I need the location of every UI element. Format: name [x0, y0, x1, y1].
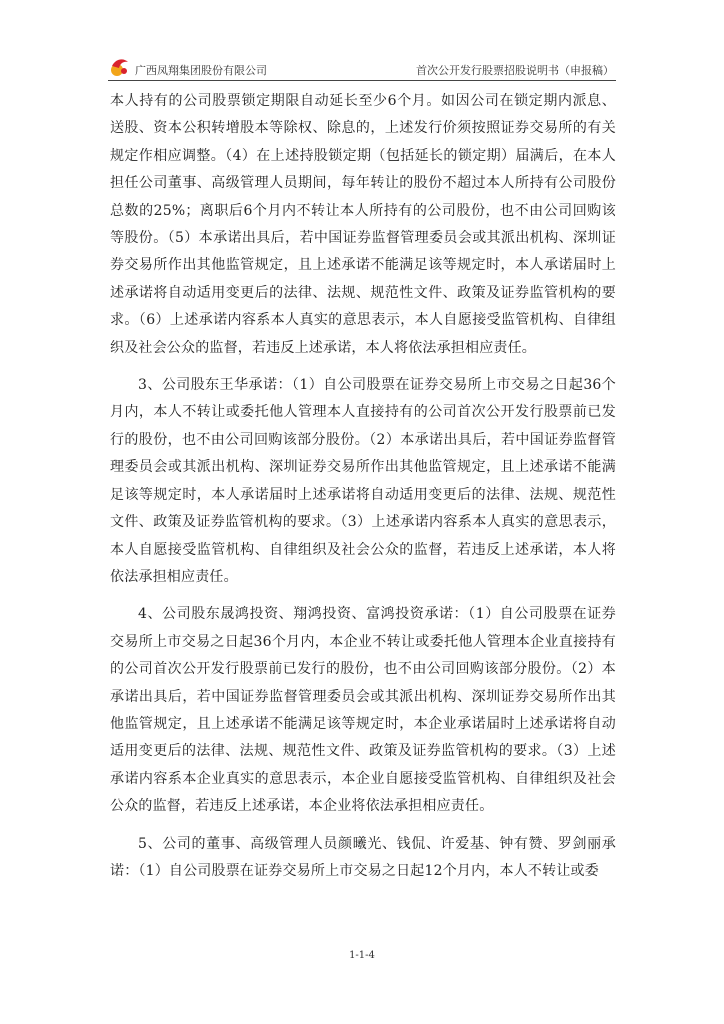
company-logo-icon	[108, 56, 130, 78]
paragraph-commitment-3: 3、公司股东王华承诺：（1）自公司股票在证券交易所上市交易之日起36个月内，本人不转让或委托他人管理本人直接持有的公司首次公开发行股票前已发行的股份，也不由公司回购该部分股份。（2）本承诺出具后，若中国证券监督管理委员会或其派出机构、深圳证券交易所作出其他监管规定，且上述承诺不能满足该等规定时，本人承诺届时上述承诺将自动适用变更后的法律、法规、规范性文件、政策及证券监管机构的要求。（3）上述承诺内容系本人真实的意思表示，本人自愿接受监管机构、自律组织及社会公众的监督，若违反上述承诺，本人将依法承担相应责任。	[110, 377, 616, 585]
paragraph-commitment-5: 5、公司的董事、高级管理人员颜曦光、钱侃、许爱基、钟有赞、罗剑丽承诺：（1）自公司股票在证券交易所上市交易之日起12个月内，本人不转让或委	[110, 835, 616, 879]
paragraph-commitment-4: 4、公司股东晟鸿投资、翔鸿投资、富鸿投资承诺：（1）自公司股票在证券交易所上市交易之日起36个月内，本企业不转让或委托他人管理本企业直接持有的公司首次公开发行股票前已发行的股份，也不由公司回购该部分股份。（2）本承诺出具后，若中国证券监督管理委员会或其派出机构、深圳证券交易所作出其他监管规定，且上述承诺不能满足该等规定时，本企业承诺届时上述承诺将自动适用变更后的法律、法规、规范性文件、政策及证券监管机构的要求。（3）上述承诺内容系本企业真实的意思表示，本企业自愿接受监管机构、自律组织及社会公众的监督，若违反上述承诺，本企业将依法承担相应责任。	[110, 606, 616, 815]
document-title: 首次公开发行股票招股说明书（申报稿）	[416, 64, 614, 77]
page-header	[108, 56, 616, 78]
document-body	[110, 88, 616, 895]
paragraph-continuation: 本人持有的公司股票锁定期限自动延长至少6个月。如因公司在锁定期内派息、送股、资本公积转增股本等除权、除息的，上述发行价须按照证券交易所的有关规定作相应调整。（4）在上述持股锁定期（包括延长的锁定期）届满后，在本人担任公司董事、高级管理人员期间，每年转让的股份不超过本人所持有公司股份总数的25%；离职后6个月内不转让本人所持有的公司股份，也不由公司回购该等股份。（5）本承诺出具后，若中国证券监督管理委员会或其派出机构、深圳证券交易所作出其他监管规定，且上述承诺不能满足该等规定时，本人承诺届时上述承诺将自动适用变更后的法律、法规、规范性文件、政策及证券监管机构的要求。（6）上述承诺内容系本人真实的意思表示，本人自愿接受监管机构、自律组织及社会公众的监督，若违反上述承诺，本人将依法承担相应责任。	[110, 93, 616, 356]
company-name: 广西凤翔集团股份有限公司	[135, 64, 267, 77]
page-number: 1-1-4	[349, 950, 375, 961]
header-divider	[108, 80, 616, 81]
